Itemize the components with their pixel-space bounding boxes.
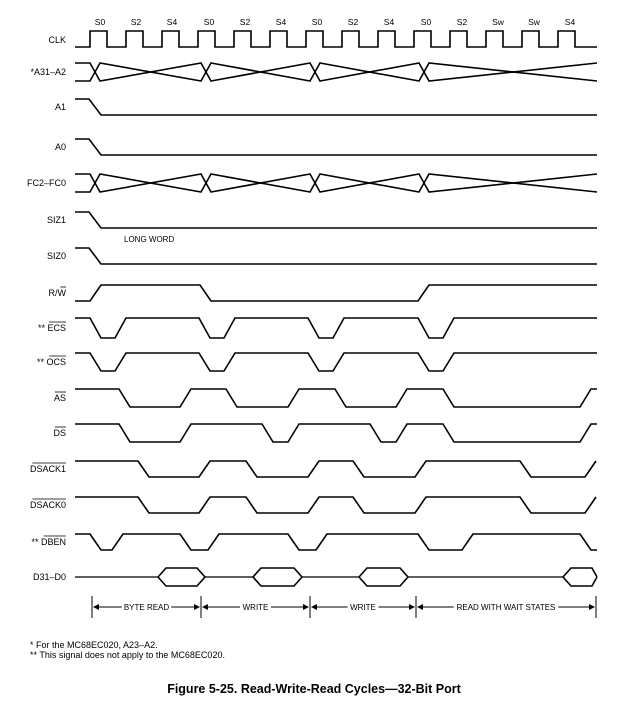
signal-label-d31-d0: D31–D0 bbox=[32, 572, 66, 582]
signal-label-dsack1: DSACK1 bbox=[29, 464, 66, 474]
clock-state-label-8: S4 bbox=[383, 17, 395, 27]
d31-d0-valid-top-2 bbox=[359, 568, 408, 577]
phase-label-3: READ WITH WAIT STATES bbox=[456, 603, 556, 612]
siz0-waveform bbox=[75, 248, 597, 264]
dben-waveform bbox=[75, 534, 597, 550]
clock-state-label-2: S4 bbox=[166, 17, 178, 27]
footnote-2: ** This signal does not apply to the MC68EC020. bbox=[30, 650, 225, 660]
phase-label-0: BYTE READ bbox=[123, 603, 170, 612]
phase-arrowhead-left-1 bbox=[202, 604, 208, 610]
clock-state-label-13: S4 bbox=[564, 17, 576, 27]
signal-label-dben: ** DBEN bbox=[31, 537, 66, 547]
clock-state-label-1: S2 bbox=[130, 17, 142, 27]
signal-label-clk: CLK bbox=[48, 35, 66, 45]
figure-caption: Figure 5-25. Read-Write-Read Cycles—32-Bit Port bbox=[167, 682, 461, 696]
clock-state-label-5: S4 bbox=[275, 17, 287, 27]
as-waveform bbox=[75, 389, 597, 407]
clock-state-label-7: S2 bbox=[347, 17, 359, 27]
phase-arrowhead-left-0 bbox=[93, 604, 99, 610]
d31-d0-valid-bottom-3 bbox=[563, 577, 597, 586]
signal-label-dsack0: DSACK0 bbox=[29, 500, 66, 510]
d31-d0-valid-bottom-1 bbox=[253, 577, 302, 586]
a0-waveform bbox=[75, 139, 597, 155]
r-w-waveform bbox=[75, 285, 597, 301]
clk-waveform bbox=[75, 31, 597, 47]
ds-waveform bbox=[75, 424, 597, 442]
signal-label-siz0: SIZ0 bbox=[46, 251, 66, 261]
signal-label-siz1: SIZ1 bbox=[46, 215, 66, 225]
phase-arrowhead-left-2 bbox=[311, 604, 317, 610]
dsack1-waveform bbox=[75, 461, 596, 477]
siz1-waveform bbox=[75, 212, 597, 228]
signal-label-fc2-fc0: FC2–FC0 bbox=[26, 178, 66, 188]
phase-arrowhead-right-0 bbox=[194, 604, 200, 610]
long-word-annotation: LONG WORD bbox=[124, 235, 175, 244]
signal-label-ocs: ** OCS bbox=[36, 357, 66, 367]
d31-d0-valid-top-3 bbox=[563, 568, 597, 577]
footnote-1: * For the MC68EC020, A23–A2. bbox=[30, 640, 158, 650]
signal-label-a31-a2: *A31–A2 bbox=[30, 67, 66, 77]
d31-d0-valid-top-1 bbox=[253, 568, 302, 577]
signal-label-r-w: R/W bbox=[48, 288, 66, 298]
clock-state-label-10: S2 bbox=[456, 17, 468, 27]
signal-label-as: AS bbox=[53, 393, 66, 403]
clock-state-label-9: S0 bbox=[420, 17, 432, 27]
ocs-waveform bbox=[75, 353, 597, 371]
clock-state-label-0: S0 bbox=[94, 17, 106, 27]
dsack0-waveform bbox=[75, 497, 596, 513]
signal-label-a1: A1 bbox=[54, 102, 66, 112]
d31-d0-valid-bottom-0 bbox=[158, 577, 205, 586]
signal-label-ecs: ** ECS bbox=[37, 323, 66, 333]
ecs-waveform bbox=[75, 318, 597, 338]
signal-label-ds: DS bbox=[53, 428, 66, 438]
clock-state-label-12: Sw bbox=[528, 17, 540, 27]
phase-arrowhead-right-3 bbox=[589, 604, 595, 610]
clock-state-label-4: S2 bbox=[239, 17, 251, 27]
clock-state-label-3: S0 bbox=[203, 17, 215, 27]
a1-waveform bbox=[75, 99, 597, 115]
clock-state-label-6: S0 bbox=[311, 17, 323, 27]
signal-label-a0: A0 bbox=[54, 142, 66, 152]
phase-label-1: WRITE bbox=[242, 603, 269, 612]
phase-arrowhead-right-1 bbox=[303, 604, 309, 610]
phase-label-2: WRITE bbox=[350, 603, 376, 612]
d31-d0-valid-top-0 bbox=[158, 568, 205, 577]
d31-d0-valid-bottom-2 bbox=[359, 577, 408, 586]
phase-arrowhead-left-3 bbox=[417, 604, 423, 610]
phase-arrowhead-right-2 bbox=[409, 604, 415, 610]
clock-state-label-11: Sw bbox=[492, 17, 504, 27]
